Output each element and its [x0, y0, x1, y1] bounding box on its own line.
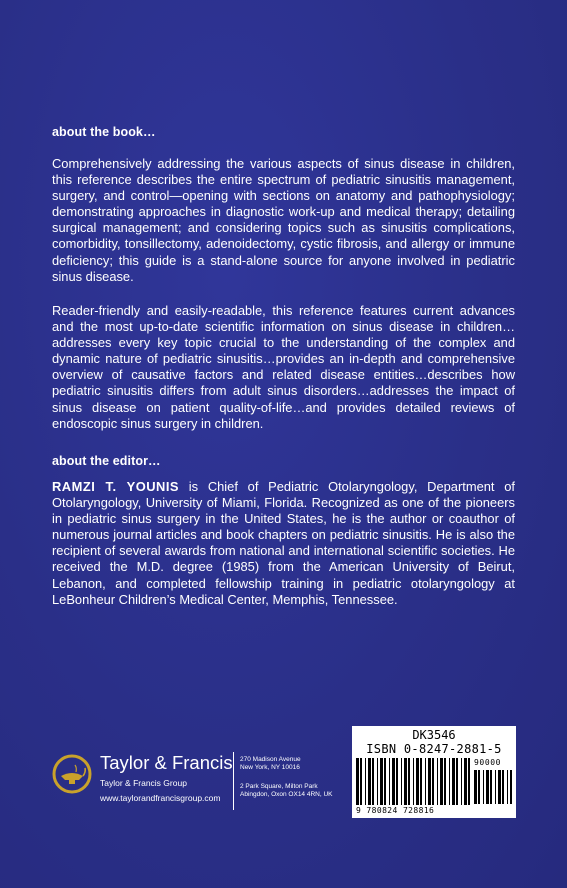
about-book-heading: about the book… — [52, 125, 156, 139]
barcode-stripe — [372, 758, 374, 805]
address-uk-line1: 2 Park Square, Milton Park — [240, 783, 318, 790]
barcode-stripe — [392, 758, 395, 805]
barcode-stripe — [404, 758, 407, 805]
barcode-stripe — [368, 758, 371, 805]
barcode-stripe — [490, 770, 492, 804]
barcode-stripe — [507, 770, 508, 804]
barcode-stripe — [464, 758, 467, 805]
barcode-stripe — [425, 758, 426, 805]
isbn-barcode — [356, 758, 470, 805]
barcode-stripe — [360, 758, 362, 805]
barcode-label — [352, 726, 516, 818]
barcode-stripe — [478, 770, 480, 804]
editor-bio-text: is Chief of Pediatric Otolaryngology, Department of Otolaryngology, University of Miami, Florida. Recognized as one of the pioneers in pediatric sinus surgery in the United States, he is the author or coauthor of numerous journal articles and book chapters on pediatric sinusitis. He is also the recipient of several awards from national and international scientific societies. He received the M.D. degree (1985) from the American University of Beirut, Lebanon, and completed fellowship training in pediatric otolaryngology at LeBonheur Children’s Medical Center, Memphis, Tennessee. — [52, 479, 515, 607]
barcode-stripe — [449, 758, 450, 805]
isbn-number: ISBN 0-8247-2881-5 — [366, 742, 502, 756]
barcode-stripe — [440, 758, 443, 805]
book-description-paragraph-1: Comprehensively addressing the various aspects of sinus disease in children, this reference describes the entire spectrum of pediatric sinusitis management, surgery, and control—opening with sections on anatomy and pathophysiology; demonstrating approaches in diagnostic work-up and medical therapy; detailing surgical management; and considering topics such as sinusitis complications, comorbidity, tonsillectomy, adenoidectomy, cystic fibrosis, and allergy or immune deficiency; this guide is a stand-alone source for anyone involved in pediatric sinus disease. — [52, 156, 515, 284]
barcode-stripe — [437, 758, 438, 805]
barcode-stripe — [384, 758, 386, 805]
barcode-stripe — [396, 758, 398, 805]
publisher-url[interactable]: www.taylorandfrancisgroup.com — [100, 793, 221, 803]
barcode-stripe — [461, 758, 462, 805]
barcode-stripe — [456, 758, 458, 805]
barcode-stripe — [510, 770, 512, 804]
barcode-stripe — [356, 758, 359, 805]
book-description-paragraph-2: Reader-friendly and easily-readable, this reference features current advances and the most up-to-date scientific information on sinus disease in children…addresses every key topic crucial to the understanding of the complex and dynamic nature of pediatric sinusitis…provides an in-depth and comprehensive overview of causative factors and related disease entities…describes how pediatric sinusitis differs from adult sinus disorders…addresses the impact of sinus disease on patient quality-of-life…and provides detailed reviews of endoscopic sinus surgery in children. — [52, 303, 515, 431]
barcode-stripe — [452, 758, 455, 805]
barcode-stripe — [413, 758, 414, 805]
address-us-line1: 270 Madison Avenue — [240, 756, 301, 763]
barcode-stripe — [483, 770, 484, 804]
barcode-stripe — [468, 758, 470, 805]
barcode-stripe — [416, 758, 419, 805]
price-code: 90000 — [474, 758, 502, 767]
product-code: DK3546 — [412, 728, 456, 742]
barcode-stripe — [495, 770, 496, 804]
barcode-stripe — [380, 758, 383, 805]
barcode-stripe — [498, 770, 501, 804]
barcode-digits: 9 780824 728816 — [356, 806, 435, 815]
publisher-group: Taylor & Francis Group — [100, 778, 187, 788]
address-uk-line2: Abingdon, Oxon OX14 4RN, UK — [240, 791, 333, 798]
barcode-stripe — [428, 758, 431, 805]
barcode-stripe — [389, 758, 390, 805]
barcode-stripe — [486, 770, 489, 804]
editor-name: RAMZI T. YOUNIS — [52, 479, 180, 494]
barcode-stripe — [365, 758, 366, 805]
publisher-divider — [233, 752, 234, 810]
barcode-stripe — [420, 758, 422, 805]
barcode-stripe — [444, 758, 446, 805]
barcode-stripe — [502, 770, 504, 804]
barcode-stripe — [377, 758, 378, 805]
barcode-stripe — [474, 770, 477, 804]
barcode-stripe — [408, 758, 410, 805]
price-barcode — [474, 770, 512, 804]
publisher-name: Taylor & Francis — [100, 752, 233, 773]
barcode-stripe — [401, 758, 402, 805]
address-us-line2: New York, NY 10016 — [240, 764, 300, 771]
about-editor-heading: about the editor… — [52, 454, 161, 468]
barcode-stripe — [432, 758, 434, 805]
lamp-logo-icon — [52, 754, 92, 794]
editor-bio-paragraph — [52, 479, 515, 608]
